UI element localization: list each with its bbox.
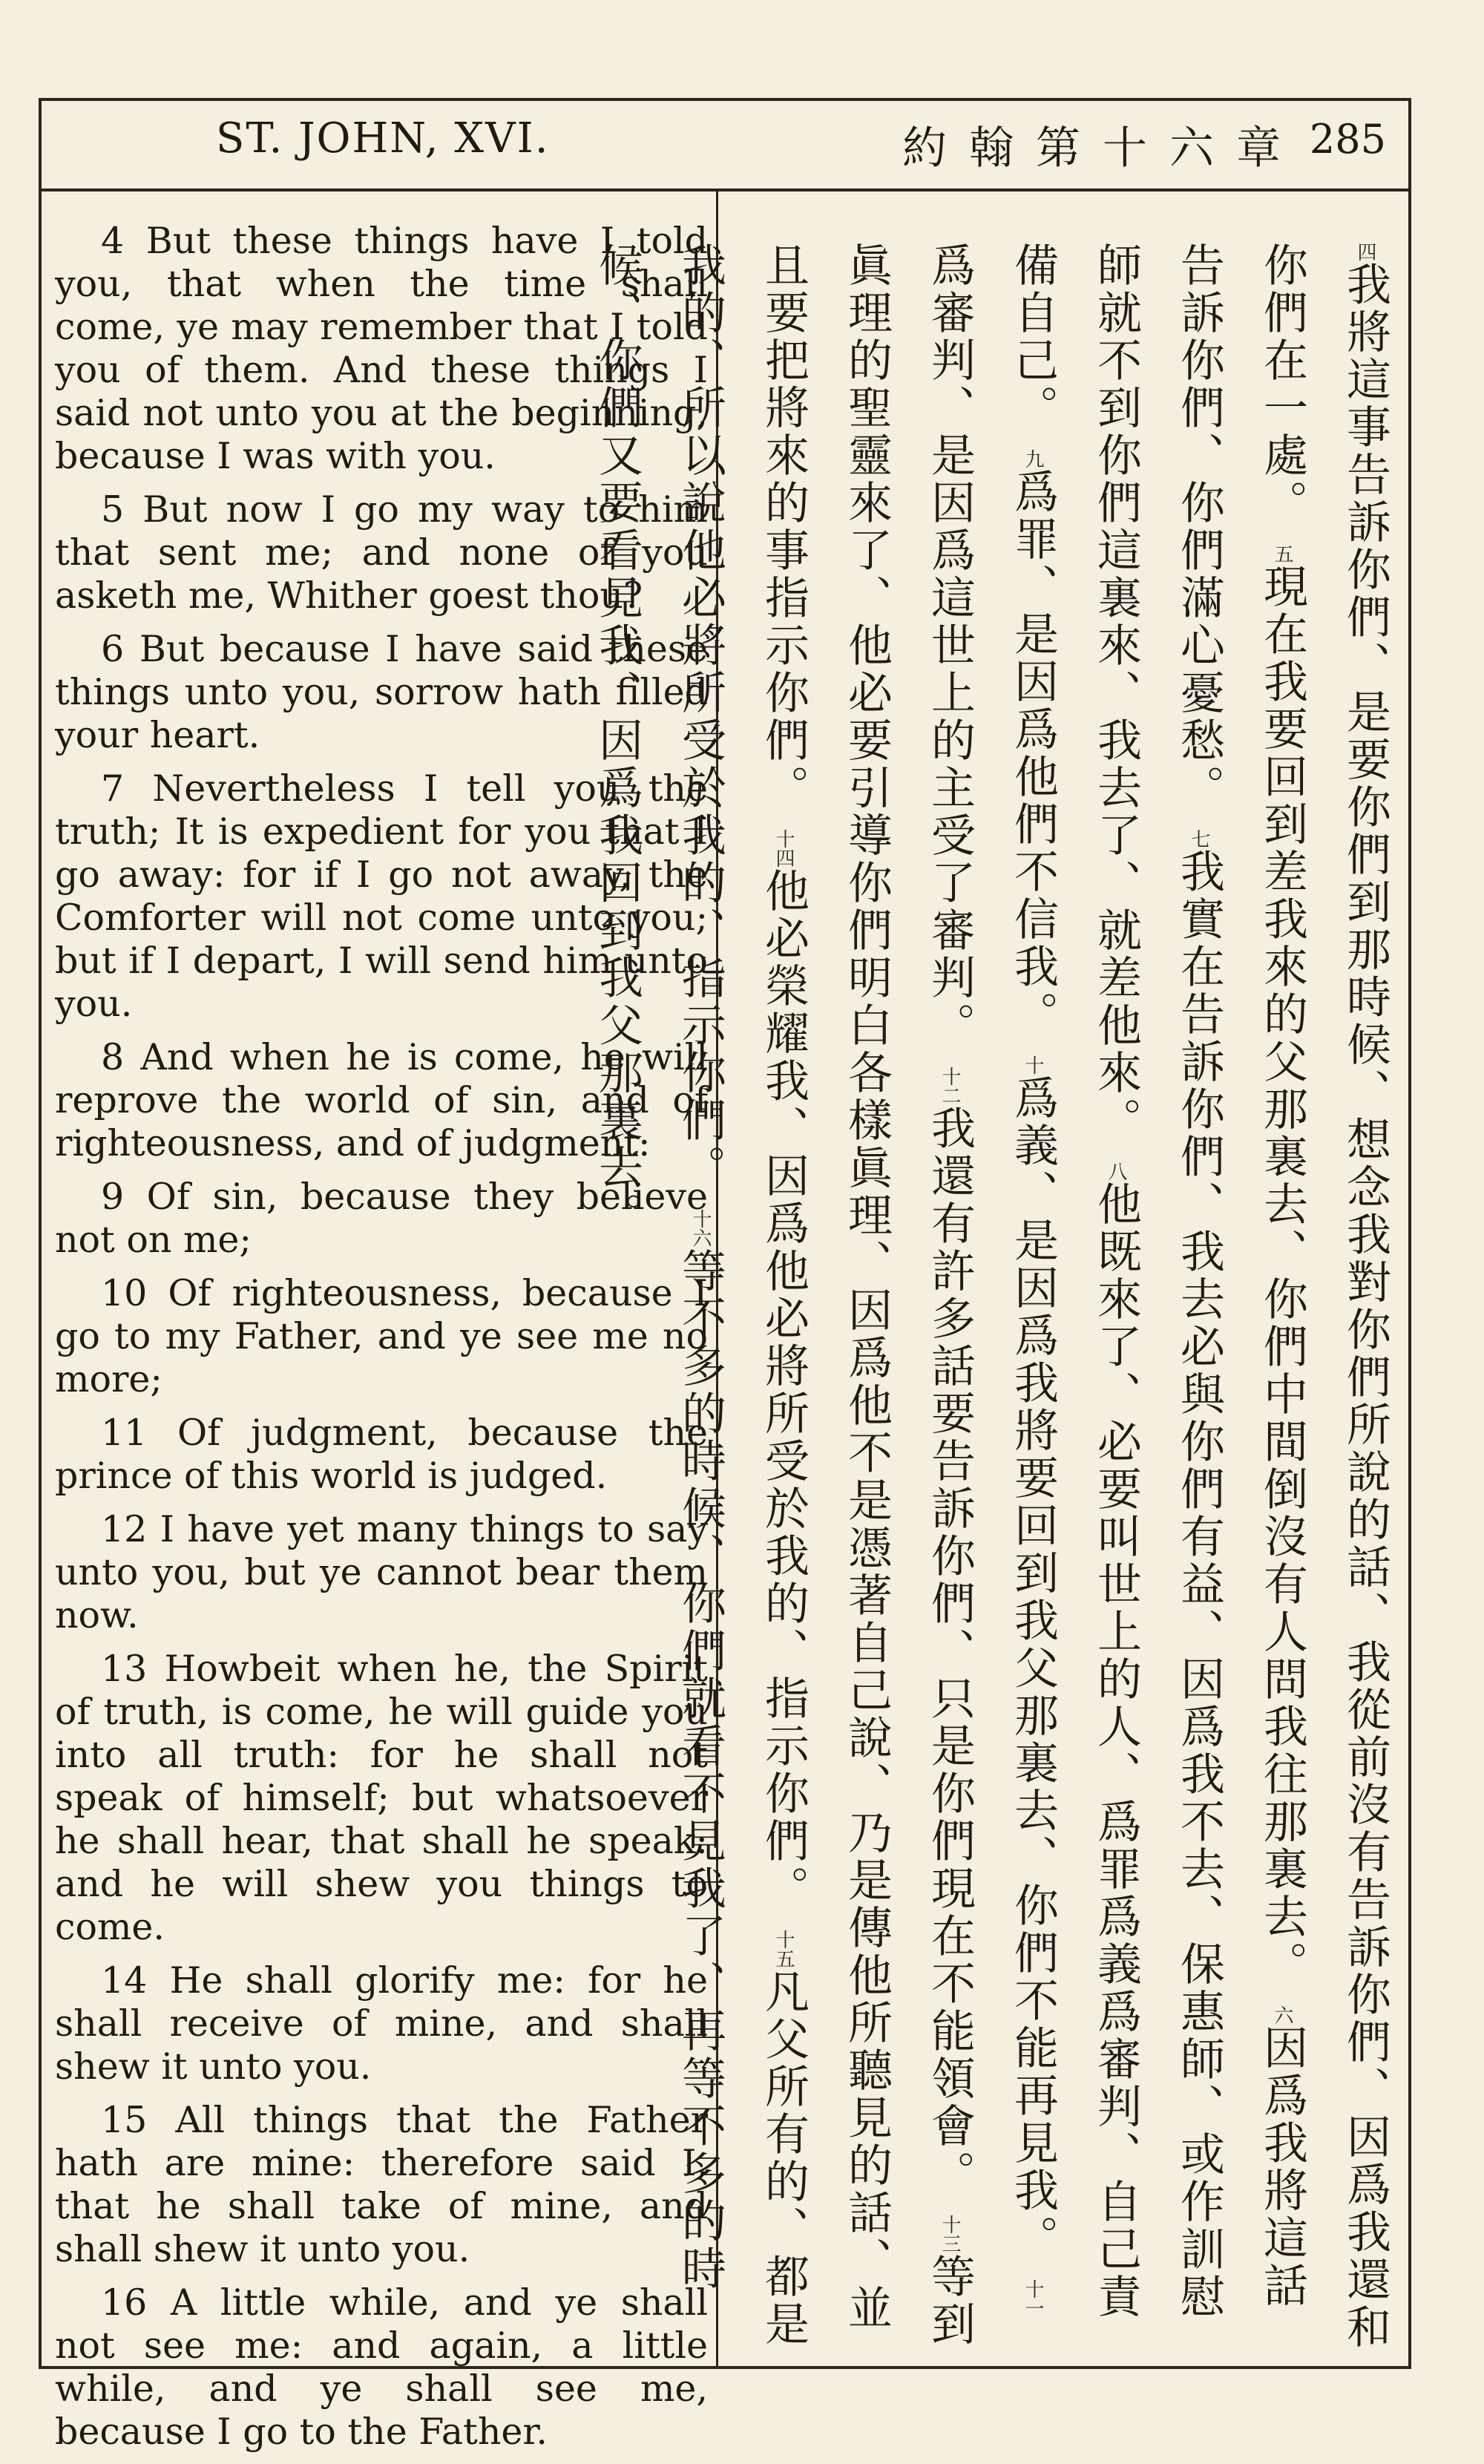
chinese-verse-text: 凡父所有的、都是我的、所以說他必將所受於我的、指示你們。	[674, 242, 810, 2349]
chinese-verse-text: 等不多的時候、你們就看不見我了、再等不多的時候、你們又要看見我、因爲我回到我父那裏去。	[591, 242, 726, 2293]
verse-marker: 十四	[772, 829, 795, 868]
verse-marker: 十六	[689, 1209, 712, 1248]
chinese-verse-text: 等到眞理的聖靈來了、他必要引導你們明白各樣眞理、因爲他不是憑著自己說、乃是傳他所聽見的話、並且要把將來的事指示你們。	[758, 242, 976, 2349]
verse-marker: 十五	[772, 1930, 795, 1969]
verse-marker: 七	[1188, 829, 1210, 849]
english-verse: 16 A little while, and ye shall not see me: and again, a little while, and ye shall see me, because I go to the Father.	[55, 2281, 708, 2453]
english-verse: 7 Nevertheless I tell you the truth; It is expedient for you that I go away: for if I go not away, the Comforter will not come unto you; but if I depart, I will send him unto you.	[55, 767, 708, 1025]
chinese-column	[591, 242, 1407, 2357]
chinese-verse	[1007, 449, 1059, 1038]
english-verse: 8 And when he is come, he will reprove the world of sin, and of righteousness, and of judgment:	[55, 1036, 708, 1164]
chinese-verse-text: 我將這事告訴你們、是要你們到那時候、想念我對你們所說的話、我從前沒有告訴你們、因爲我還和你們在一處。	[1256, 242, 1391, 2351]
chinese-verse-text: 我實在告訴你們、我去必與你們有益、因爲我不去、保惠師、或作訓慰師就不到你們這裏來、我去了、就差他來。	[1090, 242, 1225, 2322]
english-verse: 11 Of judgment, because the prince of this world is judged.	[55, 1412, 708, 1497]
verse-marker: 八	[1105, 1161, 1127, 1182]
english-verse: 10 Of righteousness, because I go to my Father, and ye see me no more;	[55, 1272, 708, 1400]
page-number: 285	[1309, 116, 1386, 163]
verse-marker: 十一	[1022, 2279, 1044, 2319]
chinese-verse	[758, 829, 810, 1913]
chinese-verse-text: 他必榮耀我、因爲他必將所受於我的、指示你們。	[758, 868, 810, 1913]
running-header	[42, 101, 1408, 191]
english-verse: 14 He shall glorify me: for he shall receive of mine, and shall shew it unto you.	[55, 1959, 708, 2088]
english-verse: 13 Howbeit when he, the Spirit of truth, is come, he will guide you into all truth: for he shall not speak of himself; but whatsoever he shall hear, that shall he speak: and he will shew you things to come.	[55, 1648, 708, 1948]
verse-marker: 九	[1022, 449, 1044, 469]
english-verse: 4 But these things have I told you, that when the time shall come, ye may remember that I told you of them. And these things I said not unto you at the beginning, because I was with you.	[55, 220, 708, 477]
verse-marker: 十二	[939, 1066, 961, 1106]
verse-marker: 四	[1354, 242, 1376, 261]
english-verse: 5 But now I go my way to him that sent me; and none of you asketh me, Whither goest thou?	[55, 488, 708, 617]
chinese-verse	[1256, 544, 1308, 1988]
verse-marker: 六	[1271, 2005, 1293, 2025]
chinese-running-title: 約翰第十六章	[902, 122, 1303, 174]
chinese-verse-text: 爲罪、是因爲他們不信我。	[1007, 468, 1059, 1039]
english-verse: 6 But because I have said these things unto you, sorrow hath filled your heart.	[55, 628, 708, 756]
page-frame	[39, 98, 1411, 2453]
chinese-verse	[1007, 1055, 1059, 2262]
english-verse: 15 All things that the Father hath are mine: therefore said I, that he shall take of mine, and shall shew it unto you.	[55, 2099, 708, 2270]
chinese-verse	[924, 1066, 976, 2198]
chinese-verse-text: 我還有許多話要告訴你們、只是你們現在不能領會。	[924, 1105, 976, 2198]
english-verse: 12 I have yet many things to say unto you, but ye cannot bear them now.	[55, 1508, 708, 1636]
chinese-verse-text: 因爲我將這話告訴你們、你們滿心憂愁。	[1173, 242, 1308, 2310]
verse-marker: 十	[1022, 1055, 1044, 1075]
english-verse: 9 Of sin, because they believe not on me;	[55, 1176, 708, 1261]
chinese-verse-text: 現在我要回到差我來的父那裏去、你們中間倒沒有人問我往那裏去。	[1256, 563, 1308, 1989]
english-running-title: ST. JOHN, XVI.	[216, 114, 550, 163]
verse-marker: 五	[1271, 544, 1293, 564]
verse-marker: 十三	[939, 2215, 961, 2254]
chinese-verse-text: 爲義、是因爲我將要回到我父那裏去、你們不能再見我。	[1007, 1075, 1059, 2263]
chinese-verse-text: 他既來了、必要叫世上的人、爲罪爲義爲審判、自己責備自己。	[1007, 242, 1142, 2322]
chinese-verse-text: 爲審判、是因爲這世上的主受了審判。	[924, 242, 976, 1049]
